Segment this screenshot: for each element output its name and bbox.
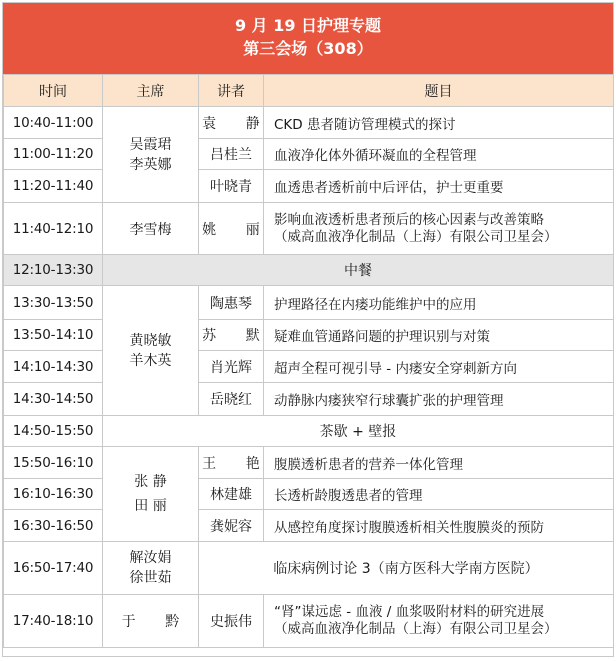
break-label: 茶歇 + 壁报 <box>103 416 614 447</box>
topic-cell <box>264 595 614 648</box>
chair-cell <box>103 542 199 595</box>
table-row <box>4 351 614 383</box>
chair-name: 徐世茹 <box>129 570 172 586</box>
chair-name: 张 静 <box>134 474 167 490</box>
time-cell: 10:40-11:00 <box>4 107 103 139</box>
break-row <box>4 416 614 447</box>
time-cell: 16:10-16:30 <box>4 479 103 510</box>
time-cell: 11:20-11:40 <box>4 170 103 203</box>
topic-line: “肾”谋远虑 - 血液 / 血浆吸附材料的研究进展 <box>274 604 545 620</box>
break-label: 中餐 <box>103 255 614 286</box>
speaker-cell: 肖光辉 <box>199 351 264 383</box>
chair-cell <box>103 286 199 416</box>
chair-name: 吴霞珺 <box>129 136 172 153</box>
time-cell: 12:10-13:30 <box>4 255 103 286</box>
chair-cell: 李雪梅 <box>103 203 199 255</box>
table-row <box>4 320 614 351</box>
topic-cell: 长透析龄腹透患者的管理 <box>264 479 614 510</box>
table-row <box>4 203 614 255</box>
col-topic: 题目 <box>264 75 614 107</box>
col-speaker: 讲者 <box>199 75 264 107</box>
table-row <box>4 510 614 542</box>
chair-cell: 于 黔 <box>103 595 199 648</box>
col-chair: 主席 <box>103 75 199 107</box>
topic-line: （威高血液净化制品（上海）有限公司卫星会） <box>274 228 558 245</box>
session-title: 9 月 19 日护理专题 <box>234 16 382 35</box>
agenda-sheet <box>2 2 614 657</box>
speaker-cell: 林建雄 <box>199 479 264 510</box>
topic-cell: 动静脉内瘘狭窄行球囊扩张的护理管理 <box>264 383 614 416</box>
chair-name: 李英娜 <box>129 156 172 173</box>
table-row <box>4 595 614 648</box>
table-row <box>4 170 614 203</box>
topic-cell: 护理路径在内瘘功能维护中的应用 <box>264 286 614 320</box>
time-cell: 15:50-16:10 <box>4 447 103 479</box>
speaker-cell: 史振伟 <box>199 595 264 648</box>
topic-line: 影响血液透析患者预后的核心因素与改善策略 <box>274 211 544 228</box>
speaker-cell: 叶晓青 <box>199 170 264 203</box>
time-cell: 11:40-12:10 <box>4 203 103 255</box>
chair-cell <box>103 107 199 203</box>
time-cell: 13:30-13:50 <box>4 286 103 320</box>
speaker-cell: 龚妮容 <box>199 510 264 542</box>
topic-cell: 腹膜透析患者的营养一体化管理 <box>264 447 614 479</box>
table-row <box>4 542 614 595</box>
topic-cell: 血液净化体外循环凝血的全程管理 <box>264 139 614 170</box>
chair-name: 羊木英 <box>129 352 172 369</box>
topic-cell: 疑难血管通路问题的护理识别与对策 <box>264 320 614 351</box>
topic-cell: 临床病例讨论 3（南方医科大学南方医院） <box>199 542 614 595</box>
topic-cell: 血透患者透析前中后评估，护士更重要 <box>264 170 614 203</box>
break-row <box>4 255 614 286</box>
chair-name: 田 丽 <box>134 498 167 514</box>
time-cell: 16:50-17:40 <box>4 542 103 595</box>
topic-cell <box>264 203 614 255</box>
time-cell: 14:30-14:50 <box>4 383 103 416</box>
time-cell: 11:00-11:20 <box>4 139 103 170</box>
table-row <box>4 107 614 139</box>
session-room: 第三会场（308） <box>243 39 373 58</box>
speaker-cell: 苏 默 <box>199 320 264 351</box>
time-cell: 14:10-14:30 <box>4 351 103 383</box>
table-row <box>4 383 614 416</box>
session-banner <box>3 3 613 74</box>
col-time: 时间 <box>4 75 103 107</box>
speaker-cell: 袁 静 <box>199 107 264 139</box>
topic-cell: 超声全程可视引导 - 内瘘安全穿刺新方向 <box>264 351 614 383</box>
speaker-cell: 吕桂兰 <box>199 139 264 170</box>
speaker-cell: 王 艳 <box>199 447 264 479</box>
time-cell: 14:50-15:50 <box>4 416 103 447</box>
speaker-cell: 岳晓红 <box>199 383 264 416</box>
table-row <box>4 447 614 479</box>
topic-cell: 从感控角度探讨腹膜透析相关性腹膜炎的预防 <box>264 510 614 542</box>
topic-cell: CKD 患者随访管理模式的探讨 <box>264 107 614 139</box>
topic-line: （威高血液净化制品（上海）有限公司卫星会） <box>274 621 558 637</box>
header-row <box>4 75 614 107</box>
table-row <box>4 286 614 320</box>
time-cell: 16:30-16:50 <box>4 510 103 542</box>
chair-name: 解汝娟 <box>129 550 172 566</box>
chair-name: 黄晓敏 <box>129 332 172 349</box>
agenda-table <box>3 74 614 648</box>
table-row <box>4 479 614 510</box>
time-cell: 13:50-14:10 <box>4 320 103 351</box>
chair-cell <box>103 447 199 542</box>
speaker-cell: 陶惠琴 <box>199 286 264 320</box>
table-row <box>4 139 614 170</box>
speaker-cell: 姚 丽 <box>199 203 264 255</box>
time-cell: 17:40-18:10 <box>4 595 103 648</box>
